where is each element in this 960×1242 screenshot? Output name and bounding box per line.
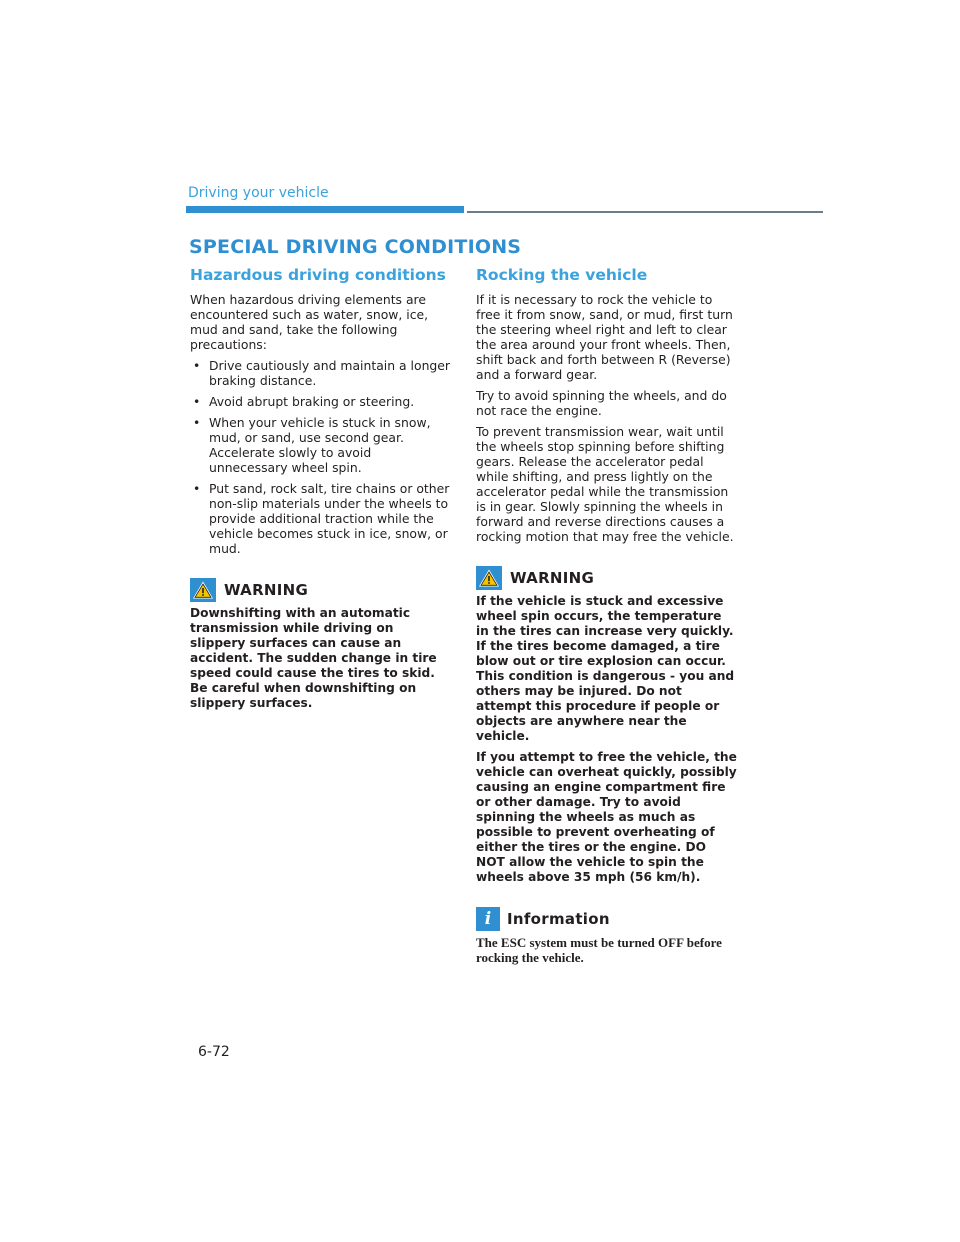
section-label: Driving your vehicle	[188, 185, 329, 201]
rocking-paragraph: If it is necessary to rock the vehicle to free it from snow, sand, or mud, first turn the steering wheel right and left to clear the area around your front wheels. Then, shift back and forth between R (Reverse) and a forward gear.	[476, 292, 733, 382]
header-rule	[467, 211, 823, 213]
warning-text: Downshifting with an automatic transmission while driving on slippery surfaces can cause an accident. The sudden change in tire speed could cause the tires to skid. Be careful when downshifting on slippery surfaces.	[190, 606, 437, 710]
rocking-heading: Rocking the vehicle	[476, 266, 648, 284]
page-number: 6-72	[198, 1044, 230, 1060]
warning-header	[476, 566, 738, 590]
warning-title: WARNING	[510, 569, 595, 587]
left-column	[190, 265, 452, 717]
warning-title: WARNING	[224, 581, 309, 599]
information-header	[476, 907, 738, 931]
right-column	[476, 265, 738, 965]
hazardous-intro: When hazardous driving elements are encountered such as water, snow, ice, mud and sand, take the following precautions:	[190, 292, 429, 352]
rocking-paragraph: To prevent transmission wear, wait until the wheels stop spinning before shifting gears. Release the accelerator pedal while shifting, and press lightly on the accelerator pedal while the transmission is in gear. Slowly spinning the wheels in forward and reverse directions causes a rocking motion that may free the vehicle.	[476, 424, 734, 544]
rocking-paragraph: Try to avoid spinning the wheels, and do not race the engine.	[476, 388, 727, 418]
warning-icon	[190, 578, 216, 602]
information-text: The ESC system must be turned OFF before rocking the vehicle.	[476, 935, 722, 965]
information-title: Information	[507, 910, 610, 928]
header-accent-bar	[186, 206, 464, 213]
precautions-list	[190, 358, 452, 556]
list-item: • Avoid abrupt braking or steering.	[190, 394, 452, 409]
list-item: • Put sand, rock salt, tire chains or other non-slip materials under the wheels to provide additional traction while the vehicle becomes stuck in ice, snow, or mud.	[190, 481, 452, 556]
hazardous-heading: Hazardous driving conditions	[190, 266, 446, 284]
warning-header	[190, 578, 452, 602]
warning-icon	[476, 566, 502, 590]
warning-text: If the vehicle is stuck and excessive wheel spin occurs, the temperature in the tires can increase very quickly. If the tires become damaged, a tire blow out or tire explosion can occur. This condition is dangerous - you and others may be injured. Do not attempt this procedure if people or objects are anywhere near the vehicle.	[476, 594, 735, 743]
page-title: SPECIAL DRIVING CONDITIONS	[189, 236, 522, 258]
warning-text: If you attempt to free the vehicle, the vehicle can overheat quickly, possibly causing an engine compartment fire or other damage. Try to avoid spinning the wheels as much as possible to prevent overheating of either the tires or the engine. DO NOT allow the vehicle to spin the wheels above 35 mph (56 km/h).	[476, 750, 737, 884]
list-item: • Drive cautiously and maintain a longer braking distance.	[190, 358, 452, 388]
info-icon: i	[476, 907, 500, 931]
list-item: • When your vehicle is stuck in snow, mud, or sand, use second gear. Accelerate slowly to avoid unnecessary wheel spin.	[190, 415, 452, 475]
